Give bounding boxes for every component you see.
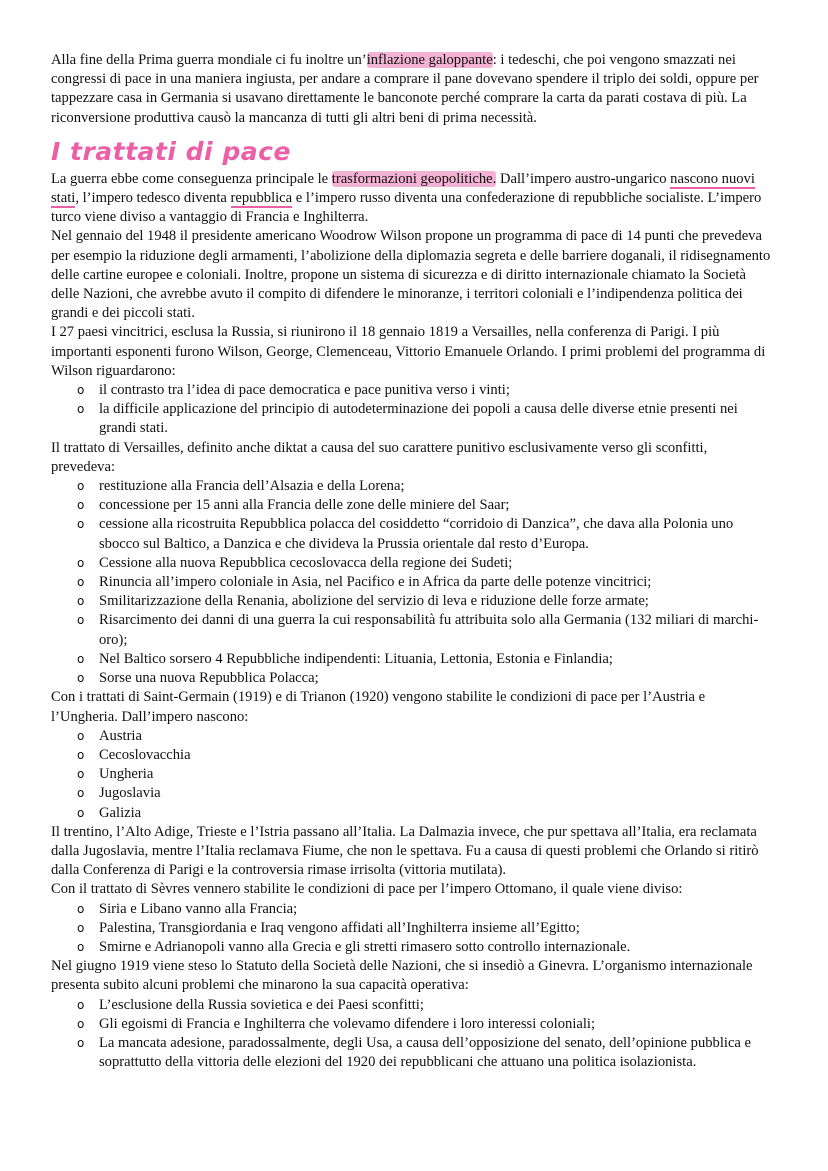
bullet-icon: o: [77, 901, 85, 916]
list-item-text: Galizia: [99, 804, 142, 821]
para1-text-mid: Dall’impero austro-ungarico: [496, 170, 671, 187]
list-item: [51, 496, 772, 515]
bullet-icon: o: [77, 805, 85, 820]
list-item-text: Palestina, Transgiordania e Iraq vengono affidati all’Inghilterra insieme all’Egitto;: [99, 919, 580, 936]
bullet-icon: o: [77, 939, 85, 954]
list-ottoman-division: [51, 900, 772, 958]
list-item-text: restituzione alla Francia dell’Alsazia e della Lorena;: [99, 478, 405, 495]
bullet-icon: o: [77, 997, 85, 1012]
list-item-text: Siria e Libano vanno alla Francia;: [99, 900, 298, 917]
list-item: [51, 573, 772, 592]
list-item: [51, 1015, 772, 1034]
list-item-text: Jugoslavia: [99, 785, 161, 802]
list-item-text: Rinuncia all’impero coloniale in Asia, nel Pacifico e in Africa da parte delle potenze vincitrici;: [99, 574, 652, 591]
bullet-icon: o: [77, 1016, 85, 1031]
list-item-text: L’esclusione della Russia sovietica e dei Paesi sconfitti;: [99, 996, 424, 1013]
paragraph-league-of-nations: Nel giugno 1919 viene steso lo Statuto della Società delle Nazioni, che si insediò a Ginevra. L’organismo internazionale presenta subito alcuni problemi che minarono la sua capacità operativa:: [51, 958, 753, 994]
list-item-text: Smilitarizzazione della Renania, abolizione del servizio di leva e riduzione delle forze armate;: [99, 593, 649, 610]
list-item: [51, 765, 772, 784]
paragraph-sevres: Con il trattato di Sèvres vennero stabilite le condizioni di pace per l’impero Ottomano, il quale viene diviso:: [51, 881, 683, 898]
bullet-icon: o: [77, 613, 85, 628]
list-item: [51, 400, 772, 438]
list-item: [51, 784, 772, 803]
list-wilson-problems: [51, 381, 772, 439]
underline-nascono: nascono nuovi stati: [51, 170, 755, 207]
bullet-icon: o: [77, 517, 85, 532]
underline-repubblica: repubblica: [230, 190, 293, 207]
list-item: [51, 996, 772, 1015]
list-item-text: Nel Baltico sorsero 4 Repubbliche indipendenti: Lituania, Lettonia, Estonia e Finlandia;: [99, 650, 613, 667]
paragraph-versailles-treaty: Il trattato di Versailles, definito anche diktat a causa del suo carattere punitivo esclusivamente verso gli sconfitti, prevedeva:: [51, 439, 708, 475]
bullet-icon: o: [77, 728, 85, 743]
list-item-text: Ungheria: [99, 766, 154, 783]
list-versailles-terms: [51, 477, 772, 688]
intro-paragraph: [51, 51, 772, 128]
intro-text-rest: : i tedeschi, che poi vengono smazzati nei congressi di pace in una maniera ingiusta, per andare a comprare il pane dovevano spendere il triplo dei soldi, oppure per tappezzare casa in Germania si usavano direttamente le banconote perché comprare la carta da parati costava di più. La riconversione produttiva causò la mancanza di tutti gli altri beni di prima necessità.: [51, 52, 759, 126]
list-item: [51, 900, 772, 919]
paragraph-saint-germain: Con i trattati di Saint-Germain (1919) e di Trianon (1920) vengono stabilite le condizioni di pace per l’Austria e l’Ungheria. Dall’impero nascono:: [51, 689, 706, 725]
list-item: [51, 554, 772, 573]
list-item-text: il contrasto tra l’idea di pace democratica e pace punitiva verso i vinti;: [99, 382, 510, 399]
list-new-states: [51, 727, 772, 823]
list-item-text: concessione per 15 anni alla Francia delle zone delle miniere del Saar;: [99, 497, 510, 514]
bullet-icon: o: [77, 555, 85, 570]
bullet-icon: o: [77, 594, 85, 609]
bullet-icon: o: [77, 920, 85, 935]
bullet-icon: o: [77, 575, 85, 590]
list-item: [51, 381, 772, 400]
paragraph-versailles-conference: I 27 paesi vincitrici, esclusa la Russia, si riunirono il 18 gennaio 1819 a Versailles, nella conferenza di Parigi. I più importanti esponenti furono Wilson, George, Clemenceau, Vittorio Emanuele Orlando. I primi problemi del programma di Wilson riguardarono:: [51, 324, 766, 379]
highlight-trasformazioni: trasformazioni geopolitiche.: [331, 170, 497, 187]
bullet-icon: o: [77, 786, 85, 801]
list-item-text: cessione alla ricostruita Repubblica polacca del cosiddetto “corridoio di Danzica”, che dava alla Polonia uno sbocco sul Baltico, a Danzica e che divideva la Prussia orientale dal resto d’Europa.: [99, 516, 734, 552]
list-item: [51, 477, 772, 496]
list-item: [51, 727, 772, 746]
paragraph-wilson: Nel gennaio del 1948 il presidente americano Woodrow Wilson propone un programma di pace di 14 punti che prevedeva per esempio la riduzione degli armamenti, l’abolizione della diplomazia segreta e delle barriere doganali, il ridisegnamento delle cartine europee e coloniali. Inoltre, propone un sistema di sicurezza e di diritto internazionale chiamato la Società delle Nazioni, che avrebbe avuto il compito di difendere le minoranze, i territori coloniali e l’indipendenza politica dei grandi e dei piccoli stati.: [51, 228, 771, 322]
para1-text: La guerra ebbe come conseguenza principale le: [51, 170, 332, 187]
list-league-problems: [51, 996, 772, 1073]
list-item-text: Smirne e Adrianopoli vanno alla Grecia e gli stretti rimasero sotto controllo internazionale.: [99, 938, 631, 955]
list-item: [51, 746, 772, 765]
highlight-inflazione: inflazione galoppante: [366, 52, 493, 68]
list-item-text: Cecoslovacchia: [99, 746, 191, 763]
list-item: [51, 669, 772, 688]
bullet-icon: o: [77, 747, 85, 762]
list-item: [51, 1034, 772, 1072]
para1-text-mid2: , l’impero tedesco diventa: [75, 190, 231, 207]
bullet-icon: o: [77, 651, 85, 666]
list-item-text: Gli egoismi di Francia e Inghilterra che volevamo difendere i loro interessi coloniali;: [99, 1015, 596, 1032]
bullet-icon: o: [77, 402, 85, 417]
bullet-icon: o: [77, 383, 85, 398]
list-item-text: Risarcimento dei danni di una guerra la cui responsabilità fu attribuita solo alla Germania (132 miliari di marchi-oro);: [99, 612, 759, 648]
list-item: [51, 592, 772, 611]
bullet-icon: o: [77, 767, 85, 782]
intro-text: Alla fine della Prima guerra mondiale ci fu inoltre un’: [51, 52, 367, 68]
list-item: [51, 804, 772, 823]
bullet-icon: o: [77, 479, 85, 494]
list-item: [51, 611, 772, 649]
paragraph-italy: Il trentino, l’Alto Adige, Trieste e l’Istria passano all’Italia. La Dalmazia invece, che pur spettava all’Italia, era reclamata dalla Jugoslavia, mentre l’Italia reclamava Fiume, che non le spettava. Fu a causa di questi problemi che Orlando si ritirò dalla Conferenza di Parigi e la controversia rimase irrisolta (vittoria mutilata).: [51, 823, 759, 879]
paragraph-geopolitics: [51, 170, 772, 228]
bullet-icon: o: [77, 1035, 85, 1050]
list-item: [51, 919, 772, 938]
list-item: [51, 515, 772, 553]
bullet-icon: o: [77, 498, 85, 513]
list-item: [51, 650, 772, 669]
list-item-text: la difficile applicazione del principio di autodeterminazione dei popoli a causa delle diverse etnie presenti nei grandi stati.: [99, 401, 738, 437]
section-heading: I trattati di pace: [51, 136, 291, 166]
list-item: [51, 938, 772, 957]
list-item-text: Sorse una nuova Repubblica Polacca;: [99, 670, 319, 687]
list-item-text: La mancata adesione, paradossalmente, degli Usa, a causa dell’opposizione del senato, dell’opinione pubblica e soprattutto della vittoria delle elezioni del 1920 dei repubblicani che attuano una politica isolazionista.: [99, 1034, 752, 1071]
bullet-icon: o: [77, 671, 85, 686]
list-item-text: Austria: [99, 727, 142, 744]
para1-text-after: e l’impero russo diventa una confederazione di repubbliche socialiste. L’impero turco viene diviso a vantaggio di Francia e Inghilterra.: [51, 190, 762, 226]
list-item-text: Cessione alla nuova Repubblica cecoslovacca della regione dei Sudeti;: [99, 554, 513, 571]
